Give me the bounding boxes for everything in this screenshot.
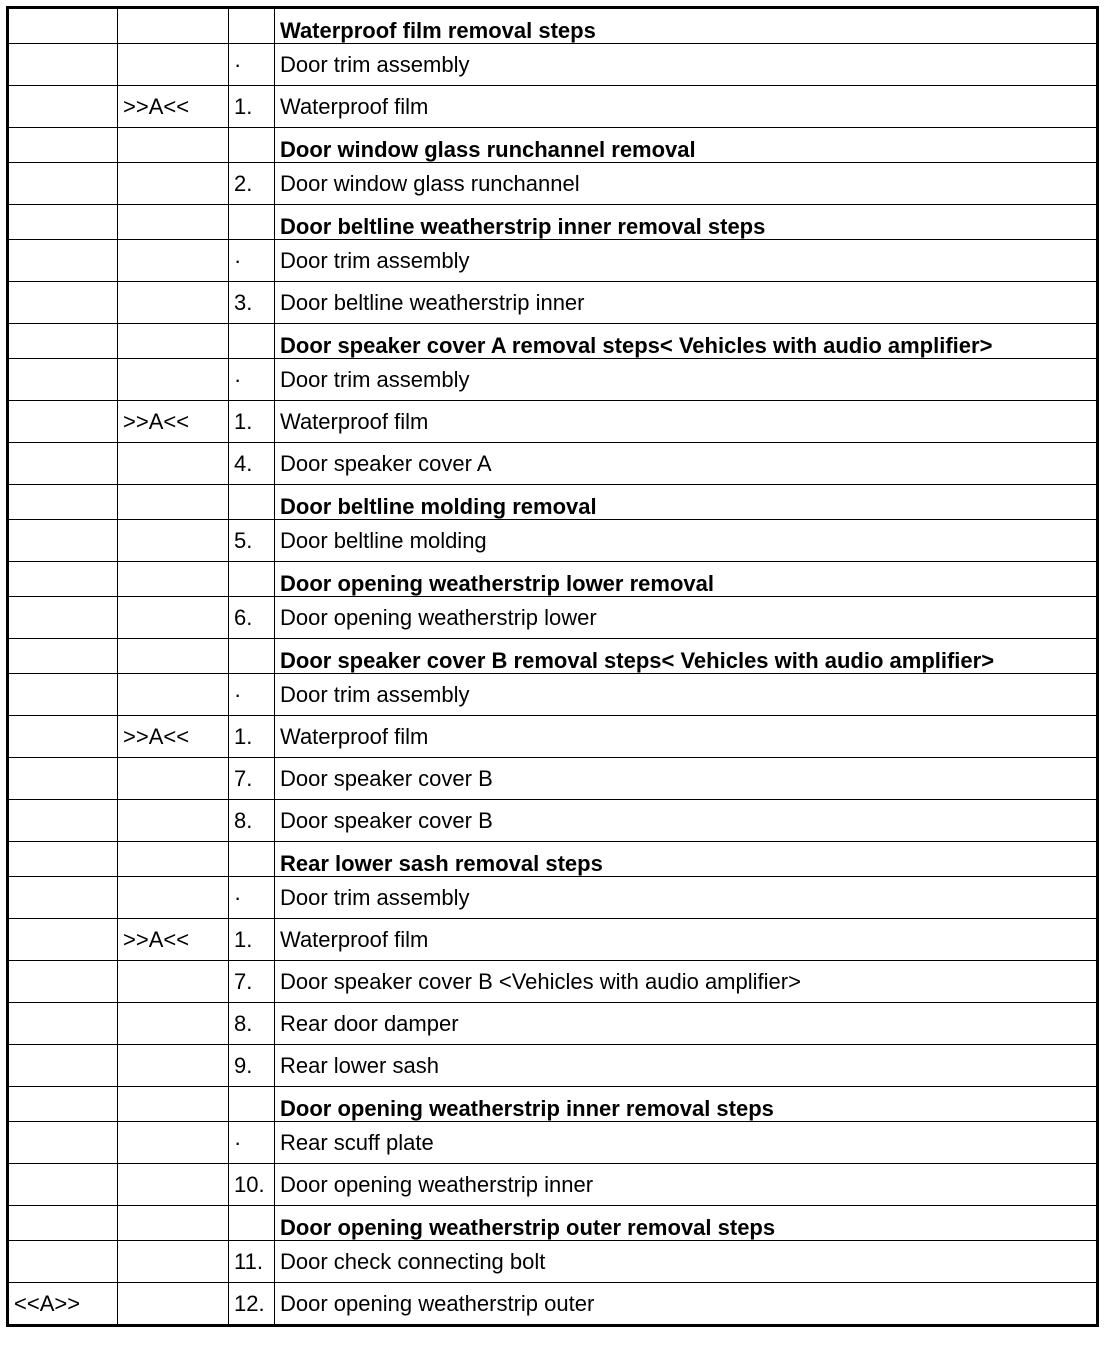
step-description: Door speaker cover B — [275, 758, 1098, 800]
step-description: Door window glass runchannel — [275, 163, 1098, 205]
installation-point-cell — [118, 282, 229, 324]
step-number-cell: · — [229, 44, 275, 86]
service-point-cell — [8, 842, 118, 877]
section-heading-row — [8, 8, 1098, 44]
installation-point-cell — [118, 520, 229, 562]
service-point-cell — [8, 520, 118, 562]
installation-point-cell — [118, 240, 229, 282]
step-description: Door opening weatherstrip outer — [275, 1283, 1098, 1326]
step-number-cell: 7. — [229, 758, 275, 800]
table-row — [8, 800, 1098, 842]
section-heading-row — [8, 205, 1098, 240]
installation-point-cell — [118, 842, 229, 877]
installation-point-cell — [118, 1045, 229, 1087]
service-point-cell: <<A>> — [8, 1283, 118, 1326]
table-row — [8, 1122, 1098, 1164]
section-heading: Door window glass runchannel removal — [275, 128, 1098, 163]
service-point-cell — [8, 716, 118, 758]
step-number-cell: 12. — [229, 1283, 275, 1326]
service-point-cell — [8, 86, 118, 128]
step-description: Door check connecting bolt — [275, 1241, 1098, 1283]
step-description: Waterproof film — [275, 86, 1098, 128]
service-point-cell — [8, 44, 118, 86]
step-number-cell: 5. — [229, 520, 275, 562]
service-point-cell — [8, 1122, 118, 1164]
section-heading-row — [8, 324, 1098, 359]
section-heading-row — [8, 842, 1098, 877]
step-number-cell: 4. — [229, 443, 275, 485]
step-number-cell: 3. — [229, 282, 275, 324]
service-point-cell — [8, 401, 118, 443]
table-row — [8, 401, 1098, 443]
service-point-cell — [8, 758, 118, 800]
installation-point-cell — [118, 674, 229, 716]
service-point-cell — [8, 1003, 118, 1045]
installation-point-cell: >>A<< — [118, 716, 229, 758]
service-point-cell — [8, 205, 118, 240]
service-point-cell — [8, 282, 118, 324]
section-heading-row — [8, 128, 1098, 163]
installation-point-cell — [118, 639, 229, 674]
installation-point-cell — [118, 485, 229, 520]
table-row — [8, 359, 1098, 401]
step-description: Door opening weatherstrip inner — [275, 1164, 1098, 1206]
step-description: Door beltline molding — [275, 520, 1098, 562]
installation-point-cell — [118, 800, 229, 842]
step-description: Door speaker cover B — [275, 800, 1098, 842]
installation-point-cell — [118, 443, 229, 485]
step-description: Door opening weatherstrip lower — [275, 597, 1098, 639]
step-number-cell: 8. — [229, 1003, 275, 1045]
step-number-cell: 9. — [229, 1045, 275, 1087]
service-point-cell — [8, 359, 118, 401]
installation-point-cell — [118, 758, 229, 800]
step-number-cell: 8. — [229, 800, 275, 842]
step-number-cell: 1. — [229, 401, 275, 443]
step-description: Door trim assembly — [275, 240, 1098, 282]
table-row — [8, 282, 1098, 324]
table-row — [8, 961, 1098, 1003]
section-heading: Door beltline weatherstrip inner removal steps — [275, 205, 1098, 240]
table-row — [8, 240, 1098, 282]
table-row — [8, 163, 1098, 205]
installation-point-cell: >>A<< — [118, 86, 229, 128]
installation-point-cell — [118, 597, 229, 639]
service-point-cell — [8, 562, 118, 597]
step-number-cell: · — [229, 674, 275, 716]
step-number-cell: · — [229, 877, 275, 919]
step-number-cell: 11. — [229, 1241, 275, 1283]
service-point-cell — [8, 485, 118, 520]
installation-point-cell — [118, 877, 229, 919]
installation-point-cell — [118, 1164, 229, 1206]
table-row — [8, 758, 1098, 800]
installation-point-cell — [118, 205, 229, 240]
table-row — [8, 1045, 1098, 1087]
installation-point-cell — [118, 1206, 229, 1241]
service-point-cell — [8, 324, 118, 359]
service-point-cell — [8, 1045, 118, 1087]
table-row — [8, 716, 1098, 758]
installation-point-cell — [118, 324, 229, 359]
step-number-cell: 1. — [229, 919, 275, 961]
section-heading-row — [8, 1087, 1098, 1122]
service-point-cell — [8, 8, 118, 44]
service-point-cell — [8, 240, 118, 282]
step-number-cell: · — [229, 240, 275, 282]
step-description: Rear scuff plate — [275, 1122, 1098, 1164]
section-heading: Door opening weatherstrip outer removal steps — [275, 1206, 1098, 1241]
step-description: Rear door damper — [275, 1003, 1098, 1045]
step-number-cell — [229, 842, 275, 877]
step-number-cell — [229, 8, 275, 44]
table-row — [8, 520, 1098, 562]
section-heading-row — [8, 1206, 1098, 1241]
table-row — [8, 1241, 1098, 1283]
step-description: Door trim assembly — [275, 359, 1098, 401]
step-description: Waterproof film — [275, 919, 1098, 961]
service-point-cell — [8, 1206, 118, 1241]
table-row — [8, 44, 1098, 86]
section-heading: Door opening weatherstrip lower removal — [275, 562, 1098, 597]
step-description: Waterproof film — [275, 716, 1098, 758]
table-row — [8, 1003, 1098, 1045]
removal-steps-table — [6, 6, 1099, 1327]
section-heading: Waterproof film removal steps — [275, 8, 1098, 44]
service-point-cell — [8, 877, 118, 919]
installation-point-cell — [118, 1241, 229, 1283]
step-number-cell: 7. — [229, 961, 275, 1003]
step-number-cell — [229, 128, 275, 163]
section-heading-row — [8, 562, 1098, 597]
installation-point-cell — [118, 44, 229, 86]
table-row — [8, 877, 1098, 919]
section-heading: Rear lower sash removal steps — [275, 842, 1098, 877]
step-description: Door trim assembly — [275, 674, 1098, 716]
service-point-cell — [8, 961, 118, 1003]
table-body — [8, 8, 1098, 1326]
table-row — [8, 443, 1098, 485]
table-row — [8, 1283, 1098, 1326]
installation-point-cell — [118, 1122, 229, 1164]
step-description: Door speaker cover A — [275, 443, 1098, 485]
table-row — [8, 597, 1098, 639]
service-point-cell — [8, 1087, 118, 1122]
step-number-cell: 1. — [229, 86, 275, 128]
step-description: Waterproof film — [275, 401, 1098, 443]
step-description: Door beltline weatherstrip inner — [275, 282, 1098, 324]
service-point-cell — [8, 674, 118, 716]
installation-point-cell: >>A<< — [118, 919, 229, 961]
service-point-cell — [8, 1241, 118, 1283]
step-description: Door trim assembly — [275, 877, 1098, 919]
section-heading-row — [8, 485, 1098, 520]
step-number-cell — [229, 639, 275, 674]
service-point-cell — [8, 597, 118, 639]
installation-point-cell — [118, 163, 229, 205]
service-point-cell — [8, 639, 118, 674]
step-description: Door speaker cover B <Vehicles with audio amplifier> — [275, 961, 1098, 1003]
section-heading: Door speaker cover A removal steps< Vehicles with audio amplifier> — [275, 324, 1098, 359]
step-number-cell: 10. — [229, 1164, 275, 1206]
table-row — [8, 86, 1098, 128]
step-number-cell: · — [229, 1122, 275, 1164]
section-heading: Door opening weatherstrip inner removal steps — [275, 1087, 1098, 1122]
step-number-cell: · — [229, 359, 275, 401]
section-heading: Door speaker cover B removal steps< Vehicles with audio amplifier> — [275, 639, 1098, 674]
table-row — [8, 674, 1098, 716]
section-heading: Door beltline molding removal — [275, 485, 1098, 520]
step-number-cell — [229, 1087, 275, 1122]
step-number-cell — [229, 324, 275, 359]
service-point-cell — [8, 443, 118, 485]
step-number-cell — [229, 1206, 275, 1241]
step-number-cell: 6. — [229, 597, 275, 639]
installation-point-cell — [118, 1087, 229, 1122]
step-number-cell: 1. — [229, 716, 275, 758]
installation-point-cell — [118, 1003, 229, 1045]
installation-point-cell: >>A<< — [118, 401, 229, 443]
installation-point-cell — [118, 562, 229, 597]
service-point-cell — [8, 163, 118, 205]
table-row — [8, 1164, 1098, 1206]
step-description: Rear lower sash — [275, 1045, 1098, 1087]
installation-point-cell — [118, 359, 229, 401]
installation-point-cell — [118, 128, 229, 163]
step-description: Door trim assembly — [275, 44, 1098, 86]
service-point-cell — [8, 800, 118, 842]
installation-point-cell — [118, 961, 229, 1003]
service-point-cell — [8, 128, 118, 163]
installation-point-cell — [118, 1283, 229, 1326]
step-number-cell — [229, 485, 275, 520]
step-number-cell: 2. — [229, 163, 275, 205]
section-heading-row — [8, 639, 1098, 674]
installation-point-cell — [118, 8, 229, 44]
table-row — [8, 919, 1098, 961]
step-number-cell — [229, 562, 275, 597]
service-point-cell — [8, 919, 118, 961]
step-number-cell — [229, 205, 275, 240]
service-point-cell — [8, 1164, 118, 1206]
